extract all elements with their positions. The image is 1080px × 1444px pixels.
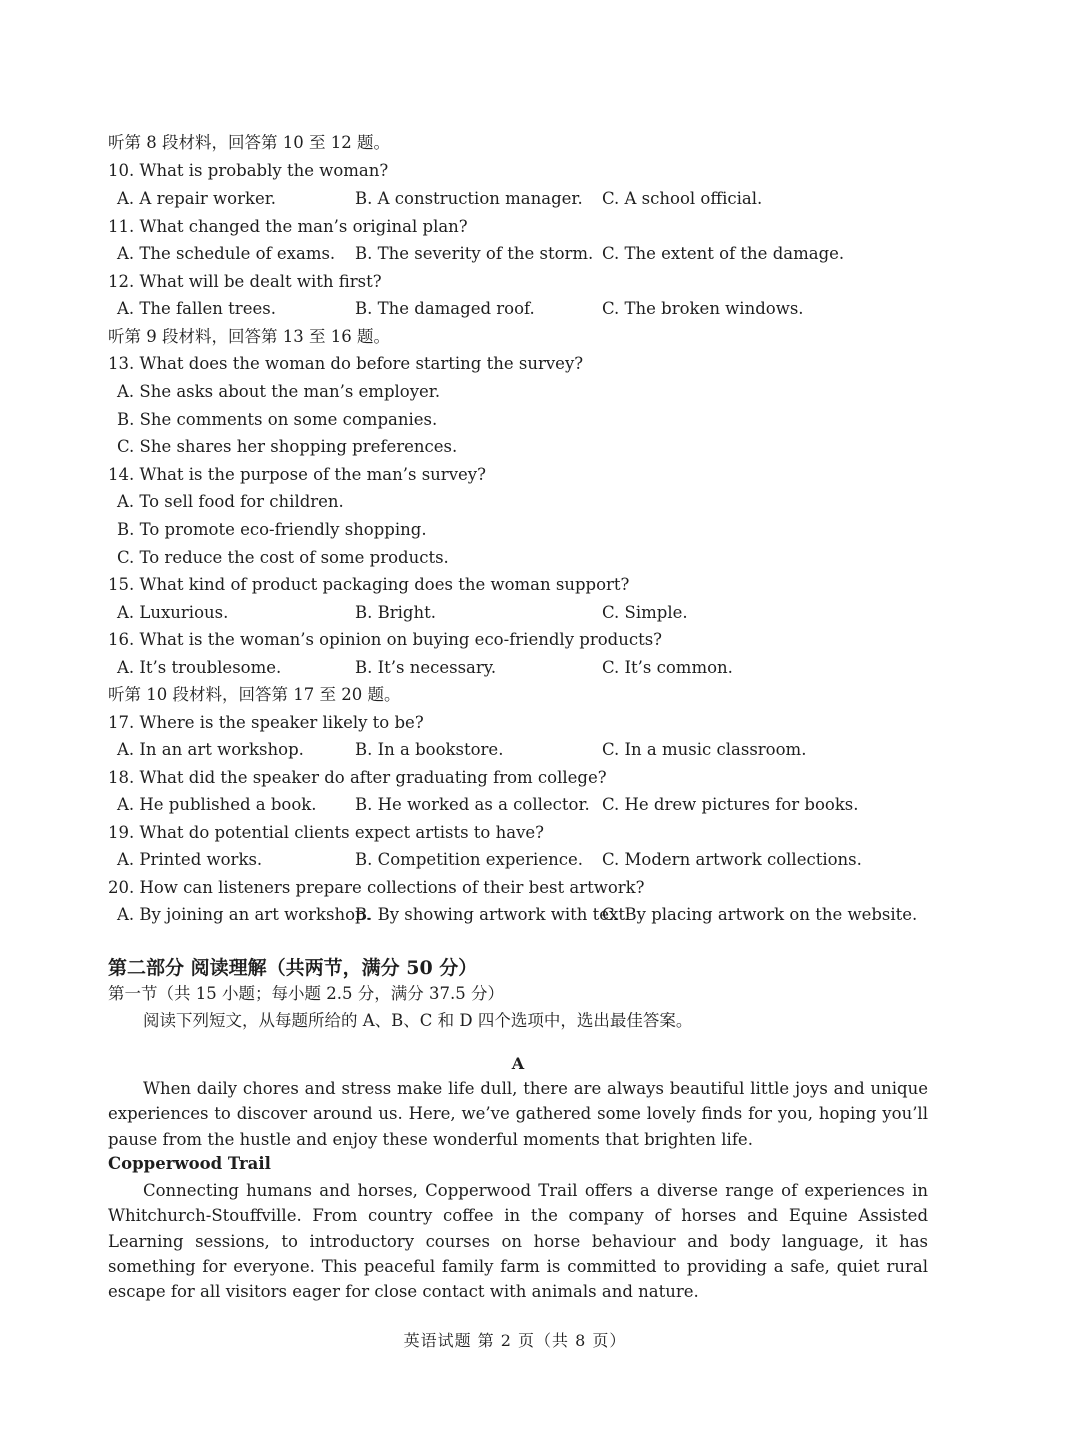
q17-option-b: B. In a bookstore. — [355, 740, 504, 759]
q14-option-a: A. To sell food for children. — [117, 492, 344, 511]
question-18: 18. What did the speaker do after graduating from college? — [108, 768, 607, 787]
q13-option-a: A. She asks about the man’s employer. — [117, 382, 441, 401]
question-17: 17. Where is the speaker likely to be? — [108, 713, 424, 732]
reading-instruction: 阅读下列短文，从每题所给的 A、B、C 和 D 四个选项中，选出最佳答案。 — [143, 1011, 693, 1030]
q16-option-c: C. It’s common. — [602, 658, 733, 677]
q19-option-a: A. Printed works. — [117, 850, 263, 869]
q17-option-c: C. In a music classroom. — [602, 740, 807, 759]
q18-option-a: A. He published a book. — [117, 795, 317, 814]
q10-option-a: A. A repair worker. — [117, 189, 277, 208]
q16-option-b: B. It’s necessary. — [355, 658, 497, 677]
paragraph-copperwood-text: Connecting humans and horses, Copperwood Trail offers a diverse range of experiences in Whitchurch-Stouffville. From country coffee in the company of horses and Equine Assisted Learning sessions, to introductory courses on horse behaviour and body language, it has something for everyone. This peaceful family farm is committed to providing a safe, quiet rural escape for all visitors eager for close contact with animals and nature. — [108, 1181, 928, 1302]
question-20: 20. How can listeners prepare collections of their best artwork? — [108, 878, 645, 897]
q15-option-a: A. Luxurious. — [117, 603, 229, 622]
paragraph-intro — [108, 1076, 928, 1152]
q12-option-b: B. The damaged roof. — [355, 299, 535, 318]
q19-option-c: C. Modern artwork collections. — [602, 850, 862, 869]
paragraph-copperwood — [108, 1178, 928, 1304]
question-12: 12. What will be dealt with first? — [108, 272, 382, 291]
q20-option-c: C. By placing artwork on the website. — [602, 905, 918, 924]
q11-option-a: A. The schedule of exams. — [117, 244, 336, 263]
part-two-title: 第二部分 阅读理解（共两节，满分 50 分） — [108, 957, 478, 979]
q14-option-b: B. To promote eco-friendly shopping. — [117, 520, 427, 539]
passage-letter: A — [511, 1054, 525, 1073]
paragraph-intro-text: When daily chores and stress make life dull, there are always beautiful little joys and unique experiences to discover around us. Here, we’ve gathered some lovely finds for you, hoping you’ll pause from the hustle and enjoy these wonderful moments that brighten life. — [108, 1079, 928, 1149]
question-15: 15. What kind of product packaging does the woman support? — [108, 575, 630, 594]
q10-option-b: B. A construction manager. — [355, 189, 583, 208]
q11-option-b: B. The severity of the storm. — [355, 244, 594, 263]
question-13: 13. What does the woman do before starting the survey? — [108, 354, 584, 373]
q10-option-c: C. A school official. — [602, 189, 763, 208]
q13-option-c: C. She shares her shopping preferences. — [117, 437, 458, 456]
q17-option-a: A. In an art workshop. — [117, 740, 304, 759]
q18-option-c: C. He drew pictures for books. — [602, 795, 859, 814]
q11-option-c: C. The extent of the damage. — [602, 244, 845, 263]
question-11: 11. What changed the man’s original plan? — [108, 217, 468, 236]
q16-option-a: A. It’s troublesome. — [117, 658, 282, 677]
listening-intro-10: 听第 10 段材料，回答第 17 至 20 题。 — [108, 685, 401, 704]
question-16: 16. What is the woman’s opinion on buying eco-friendly products? — [108, 630, 663, 649]
q15-option-b: B. Bright. — [355, 603, 436, 622]
question-14: 14. What is the purpose of the man’s survey? — [108, 465, 486, 484]
q15-option-c: C. Simple. — [602, 603, 688, 622]
question-10: 10. What is probably the woman? — [108, 161, 389, 180]
listening-intro-8: 听第 8 段材料，回答第 10 至 12 题。 — [108, 133, 390, 152]
q18-option-b: B. He worked as a collector. — [355, 795, 590, 814]
section-one-title: 第一节（共 15 小题；每小题 2.5 分，满分 37.5 分） — [108, 984, 504, 1003]
section-subtitle: Copperwood Trail — [108, 1154, 271, 1173]
q13-option-b: B. She comments on some companies. — [117, 410, 438, 429]
question-19: 19. What do potential clients expect artists to have? — [108, 823, 545, 842]
listening-intro-9: 听第 9 段材料，回答第 13 至 16 题。 — [108, 327, 390, 346]
q19-option-b: B. Competition experience. — [355, 850, 583, 869]
q12-option-a: A. The fallen trees. — [117, 299, 276, 318]
page-footer: 英语试题 第 2 页（共 8 页） — [403, 1331, 627, 1350]
q20-option-b: B. By showing artwork with text. — [355, 905, 631, 924]
q14-option-c: C. To reduce the cost of some products. — [117, 548, 449, 567]
q20-option-a: A. By joining an art workshop. — [117, 905, 371, 924]
q12-option-c: C. The broken windows. — [602, 299, 804, 318]
